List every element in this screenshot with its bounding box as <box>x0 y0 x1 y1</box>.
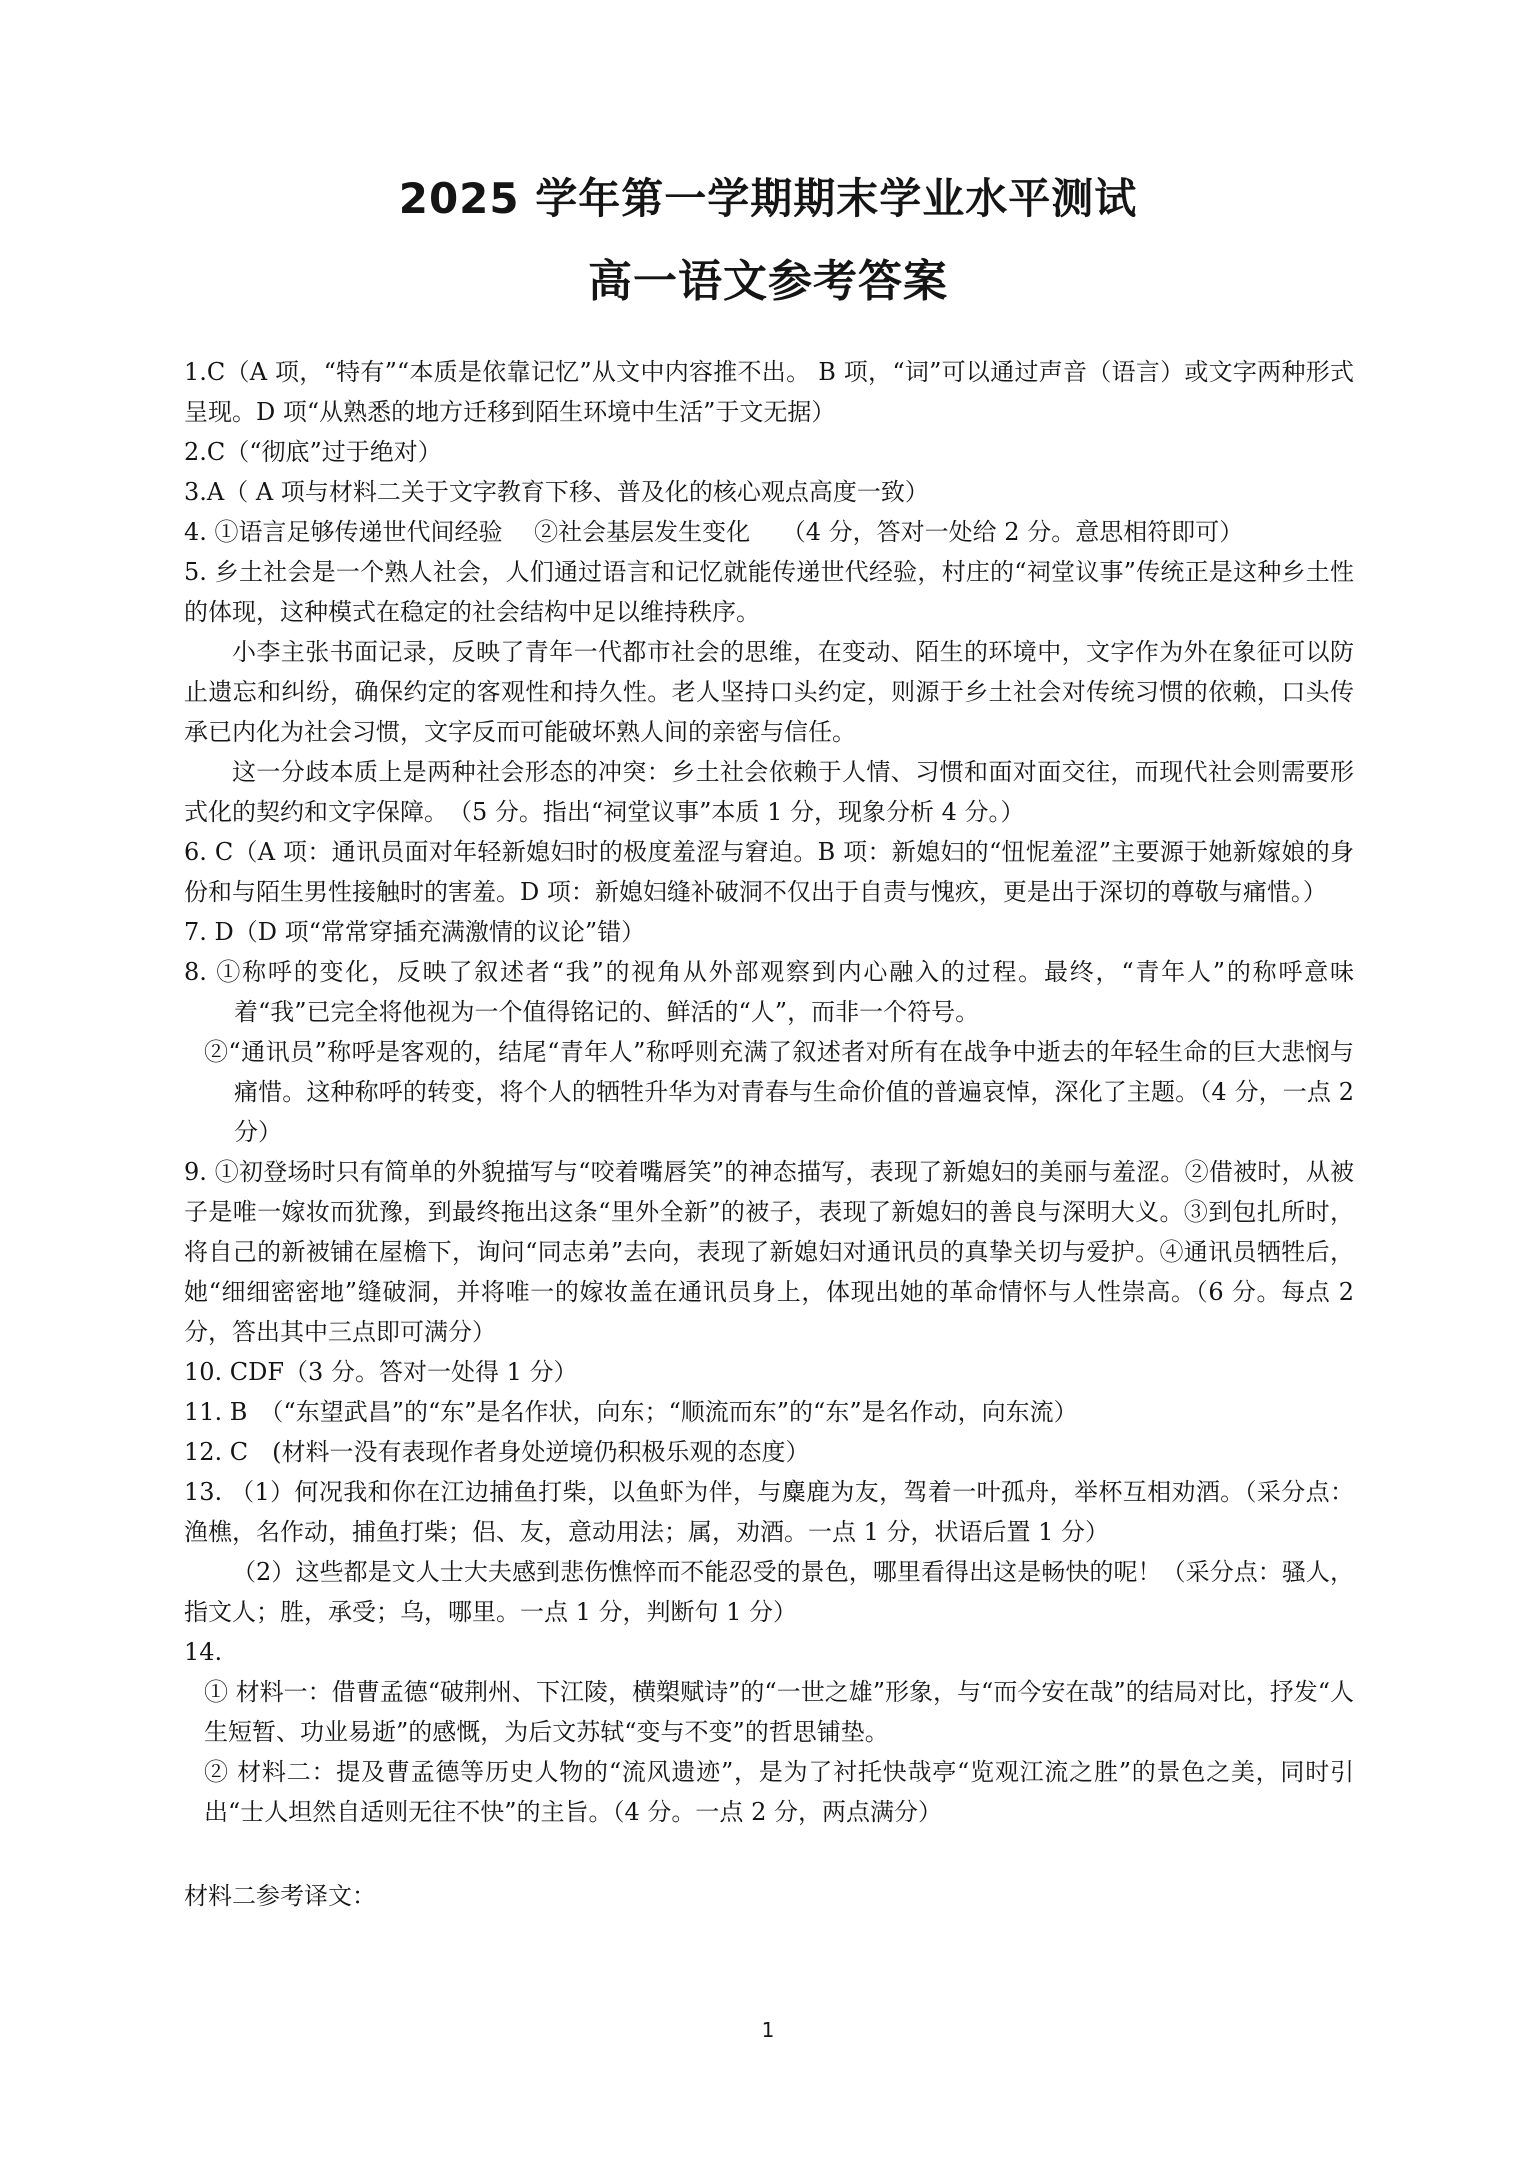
answer-4: 4. ①语言足够传递世代间经验 ②社会基层发生变化 （4 分，答对一处给 2 分。意思相符即可） <box>184 518 1244 546</box>
answer-14-point-1: ① 材料一：借曹孟德“破荆州、下江陵，横槊赋诗”的“一世之雄”形象，与“而今安在哉”的结局对比，抒发“人生短暂、功业易逝”的感慨，为后文苏轼“变与不变”的哲思铺垫。 <box>204 1678 1354 1746</box>
answer-13-part-2: （2）这些都是文人士大夫感到悲伤憔悴而不能忍受的景色，哪里看得出这是畅快的呢！（采分点：骚人，指文人；胜，承受；乌，哪里。一点 1 分，判断句 1 分） <box>184 1558 1354 1626</box>
answer-1: 1.C（A 项，“特有”“本质是依靠记忆”从文中内容推不出。 B 项，“词”可以通过声音（语言）或文字两种形式呈现。D 项“从熟悉的地方迁移到陌生环境中生活”于文无据） <box>184 358 1354 426</box>
answer-11: 11. B （“东望武昌”的“东”是名作状，向东；“顺流而东”的“东”是名作动，向东流） <box>184 1398 1078 1426</box>
answer-list <box>184 352 1354 1916</box>
page-title: 2025 学年第一学期期末学业水平测试 <box>398 174 1138 223</box>
answer-2: 2.C（“彻底”过于绝对） <box>184 438 442 466</box>
answer-7: 7. D（D 项“常常穿插充满激情的议论”错） <box>184 918 646 946</box>
answer-5-para-2: 小李主张书面记录，反映了青年一代都市社会的思维，在变动、陌生的环境中，文字作为外在象征可以防止遗忘和纠纷，确保约定的客观性和持久性。老人坚持口头约定，则源于乡土社会对传统习惯的依赖，口头传承已内化为社会习惯，文字反而可能破坏熟人间的亲密与信任。 <box>184 638 1354 746</box>
answer-5-para-1: 5. 乡土社会是一个熟人社会，人们通过语言和记忆就能传递世代经验，村庄的“祠堂议事”传统正是这种乡土性的体现，这种模式在稳定的社会结构中足以维持秩序。 <box>184 558 1354 626</box>
answer-10: 10. CDF（3 分。答对一处得 1 分） <box>184 1358 578 1386</box>
answer-14-label: 14. <box>184 1638 223 1666</box>
page-subtitle: 高一语文参考答案 <box>588 256 948 307</box>
answer-8-point-1: 8. ①称呼的变化，反映了叙述者“我”的视角从外部观察到内心融入的过程。最终，“青年人”的称呼意味着“我”已完全将他视为一个值得铭记的、鲜活的“人”，而非一个符号。 <box>184 958 1354 1026</box>
answer-9: 9. ①初登场时只有简单的外貌描写与“咬着嘴唇笑”的神态描写，表现了新媳妇的美丽与羞涩。②借被时，从被子是唯一嫁妆而犹豫，到最终拖出这条“里外全新”的被子，表现了新媳妇的善良与深明大义。③到包扎所时，将自己的新被铺在屋檐下，询问“同志弟”去向，表现了新媳妇对通讯员的真挚关切与爱护。④通讯员牺牲后，她“细细密密地”缝破洞，并将唯一的嫁妆盖在通讯员身上，体现出她的革命情怀与人性崇高。（6 分。每点 2 分，答出其中三点即可满分） <box>184 1158 1354 1346</box>
answer-3: 3.A（ A 项与材料二关于文字教育下移、普及化的核心观点高度一致） <box>184 478 929 506</box>
spacer <box>184 1832 1354 1876</box>
translation-heading: 材料二参考译文： <box>184 1882 376 1910</box>
answer-6: 6. C（A 项：通讯员面对年轻新媳妇时的极度羞涩与窘迫。B 项：新媳妇的“忸怩羞涩”主要源于她新嫁娘的身份和与陌生男性接触时的害羞。D 项：新媳妇缝补破洞不仅出于自责与愧疚，更是出于深切的尊敬与痛惜。） <box>184 838 1354 906</box>
answer-12: 12. C (材料一没有表现作者身处逆境仍积极乐观的态度） <box>184 1438 810 1466</box>
page-number: 1 <box>761 2018 775 2042</box>
answer-5-para-3: 这一分歧本质上是两种社会形态的冲突：乡土社会依赖于人情、习惯和面对面交往，而现代社会则需要形式化的契约和文字保障。 （5 分。指出“祠堂议事”本质 1 分，现象分析 4 分。） <box>184 758 1354 826</box>
answer-13-part-1: 13. （1）何况我和你在江边捕鱼打柴，以鱼虾为伴，与麋鹿为友，驾着一叶孤舟，举杯互相劝酒。（采分点：渔樵，名作动，捕鱼打柴；侣、友，意动用法；属，劝酒。一点 1 分，状语后置 1 分） <box>184 1478 1354 1546</box>
answer-14-point-2: ② 材料二：提及曹孟德等历史人物的“流风遗迹”，是为了衬托快哉亭“览观江流之胜”的景色之美，同时引出“士人坦然自适则无往不快”的主旨。（4 分。一点 2 分，两点满分） <box>204 1758 1354 1826</box>
answer-8-point-2: ②“通讯员”称呼是客观的，结尾“青年人”称呼则充满了叙述者对所有在战争中逝去的年轻生命的巨大悲悯与痛惜。这种称呼的转变，将个人的牺牲升华为对青春与生命价值的普遍哀悼，深化了主题。（4 分，一点 2 分） <box>204 1038 1354 1146</box>
